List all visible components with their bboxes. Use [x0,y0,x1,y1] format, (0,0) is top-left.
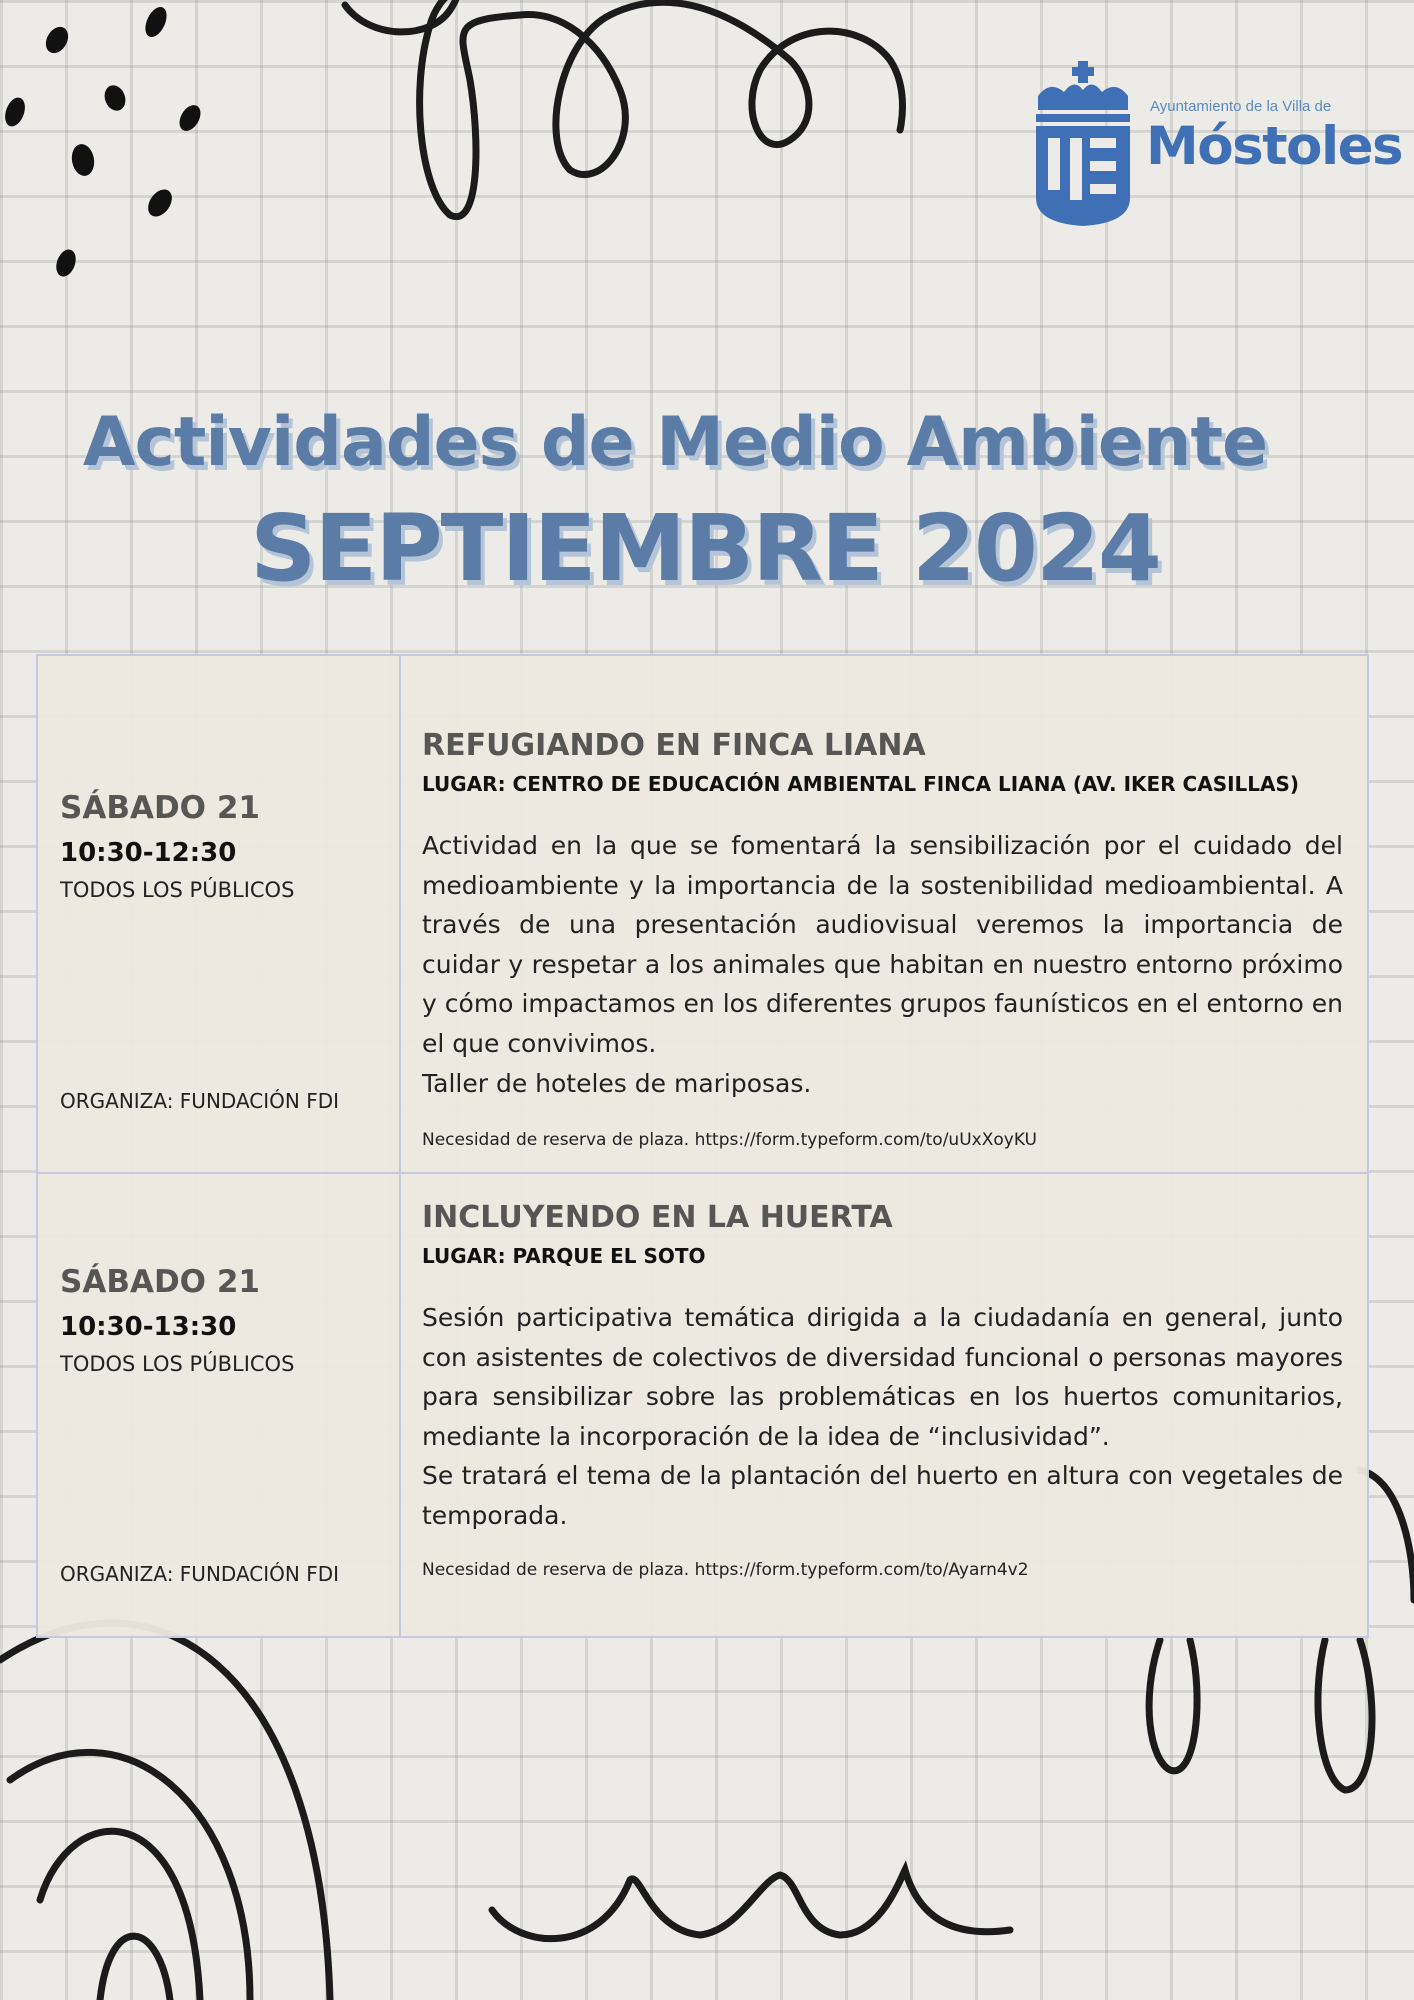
event-organizer: ORGANIZA: FUNDACIÓN FDI [60,1562,340,1586]
row-divider [38,1172,1367,1174]
event-organizer: ORGANIZA: FUNDACIÓN FDI [60,1089,340,1113]
page-subtitle: SEPTIEMBRE 2024 [250,495,1160,602]
column-divider [399,656,401,1636]
event-audience: TODOS LOS PÚBLICOS [60,878,295,902]
mostoles-logo [1030,58,1403,228]
event-place: LUGAR: PARQUE EL SOTO [422,1244,706,1268]
event-day: SÁBADO 21 [60,790,260,826]
event-time: 10:30-12:30 [60,838,237,868]
scribble-loops-decoration [345,0,903,217]
page-title: Actividades de Medio Ambiente [82,403,1268,482]
event-place: LUGAR: CENTRO DE EDUCACIÓN AMBIENTAL FINCA LIANA (AV. IKER CASILLAS) [422,772,1300,796]
logo-title: Móstoles [1146,116,1403,177]
event-day: SÁBADO 21 [60,1264,260,1300]
ink-dots-decoration [1,4,204,280]
events-table [36,654,1369,1638]
arches-doodle-decoration [0,1623,330,2000]
event-time: 10:30-13:30 [60,1312,237,1342]
event-description: Actividad en la que se fomentará la sensibilización por el cuidado del medioambiente y la importancia de la sostenibilidad medioambiental. A través de una presentación audiovisual veremos la importancia de cuidar y respetar a los animales que habitan en nuestro entorno próximo y cómo impactamos en los diferentes grupos faunísticos en el entorno en el que convivimos. Taller de hoteles de mariposas. [422,831,1343,1098]
mostoles-crest-icon [1030,58,1140,228]
event-title: INCLUYENDO EN LA HUERTA [422,1200,893,1235]
wave-scribble-decoration [492,1870,1010,1939]
event-description: Sesión participativa temática dirigida a la ciudadanía en general, junto con asistentes de colectivos de diversidad funcional o personas mayores para sensibilizar sobre las problemáticas en los huertos comunitarios, mediante la incorporación de la idea de “inclusividad”. Se tratará el tema de la plantación del huerto en altura con vegetales de temporada. [422,1303,1343,1530]
event-reservation-note: Necesidad de reserva de plaza. https://form.typeform.com/to/Ayarn4v2 [422,1560,1029,1580]
logo-subtitle: Ayuntamiento de la Villa de [1150,98,1332,115]
event-title: REFUGIANDO EN FINCA LIANA [422,728,926,763]
event-audience: TODOS LOS PÚBLICOS [60,1352,295,1376]
event-reservation-note: Necesidad de reserva de plaza. https://form.typeform.com/to/uUxXoyKU [422,1130,1037,1150]
